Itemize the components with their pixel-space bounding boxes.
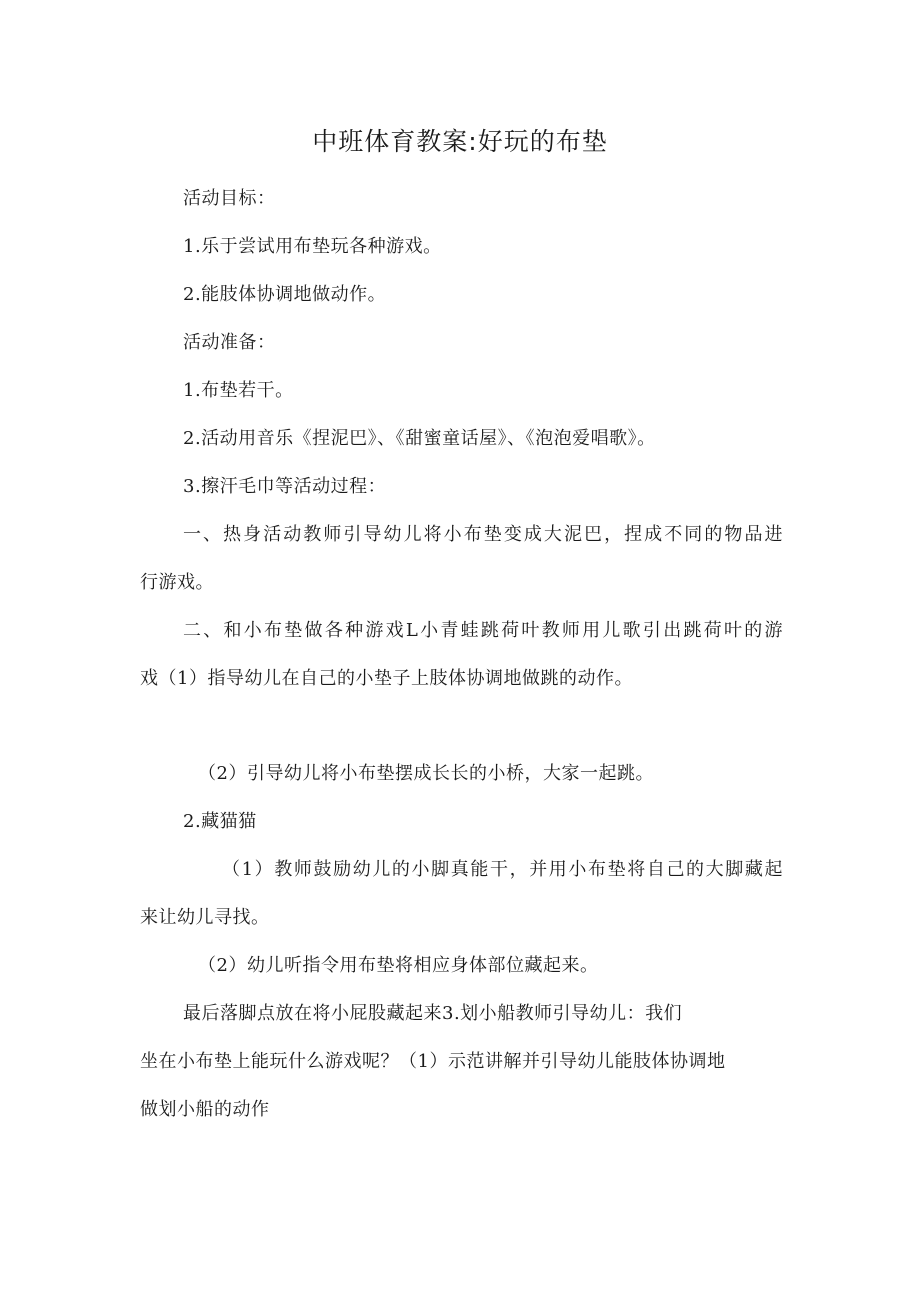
hide-step-2: （2）幼儿听指令用布垫将相应身体部位藏起来。 <box>198 955 599 976</box>
paragraph-warmup-line-2: 行游戏。 <box>140 572 214 593</box>
section-heading-objectives: 活动目标： <box>183 188 276 209</box>
paragraph-boat-line-3: 做划小船的动作 <box>140 1099 270 1120</box>
preparation-item-1: 1.布垫若干。 <box>183 380 294 401</box>
paragraph-games-line-1: 二、和小布垫做各种游戏L小青蛙跳荷叶教师用儿歌引出跳荷叶的游 <box>183 620 783 641</box>
section-heading-preparation: 活动准备： <box>183 332 276 353</box>
game-step-2: （2）引导幼儿将小布垫摆成长长的小桥，大家一起跳。 <box>198 763 654 784</box>
objective-item-1: 1.乐于尝试用布垫玩各种游戏。 <box>183 236 442 257</box>
paragraph-games-line-2: 戏（1）指导幼儿在自己的小垫子上肢体协调地做跳的动作。 <box>140 668 633 689</box>
game-heading-hide-and-seek: 2.藏猫猫 <box>183 811 257 832</box>
preparation-item-2: 2.活动用音乐《捏泥巴》、《甜蜜童话屋》、《泡泡爱唱歌》。 <box>183 428 656 449</box>
hide-step-1-line-1: （1）教师鼓励幼儿的小脚真能干，并用小布垫将自己的大脚藏起 <box>222 859 783 880</box>
paragraph-warmup-line-1: 一、热身活动教师引导幼儿将小布垫变成大泥巴，捏成不同的物品进 <box>183 524 783 545</box>
paragraph-boat-line-1: 最后落脚点放在将小屁股藏起来3.划小船教师引导幼儿：我们 <box>183 1003 683 1024</box>
objective-item-2: 2.能肢体协调地做动作。 <box>183 284 387 305</box>
document-title: 中班体育教案:好玩的布垫 <box>312 127 608 156</box>
paragraph-boat-line-2: 坐在小布垫上能玩什么游戏呢？（1）示范讲解并引导幼儿能肢体协调地 <box>140 1051 726 1072</box>
hide-step-1-line-2: 来让幼儿寻找。 <box>140 907 270 928</box>
preparation-item-3: 3.擦汗毛巾等活动过程： <box>183 476 387 497</box>
